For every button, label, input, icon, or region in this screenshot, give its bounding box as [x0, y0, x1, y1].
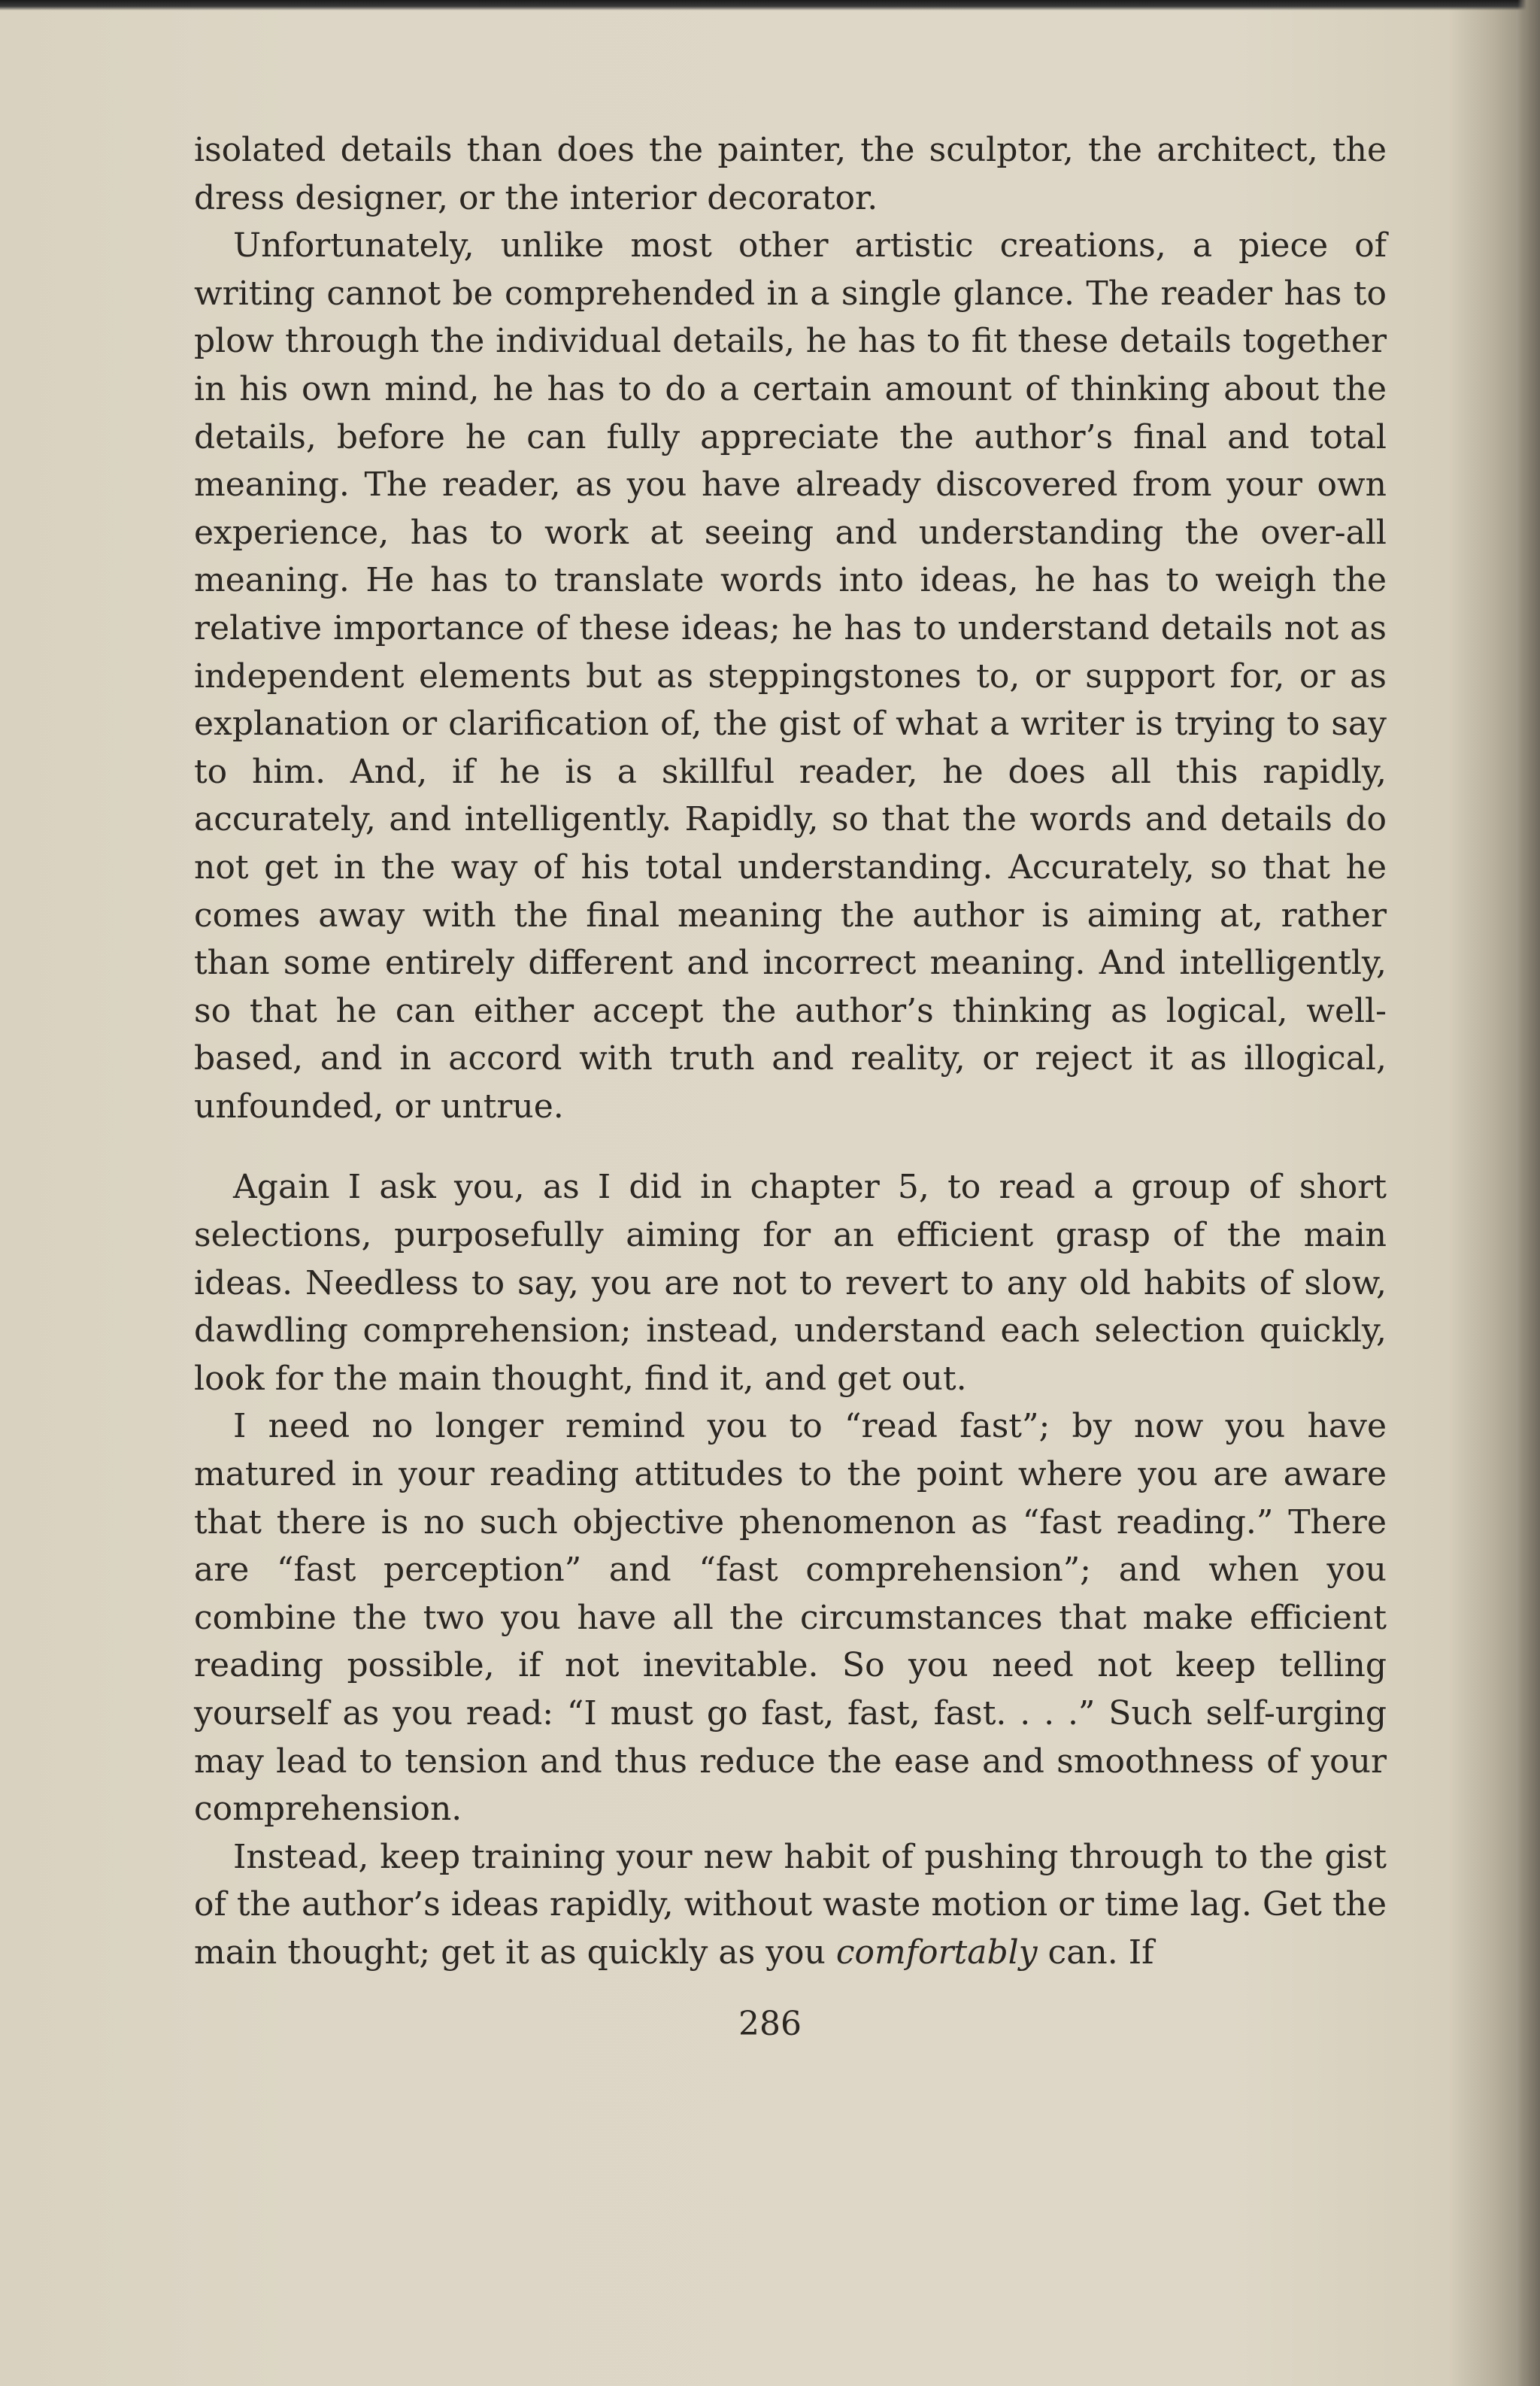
page-number: 286: [738, 2005, 802, 2043]
paragraph: [194, 1833, 1387, 1977]
paragraph-text: Instead, keep training your new habit of pushing through to the gist of the author’s ideas rapidly, without waste motion or time lag. Get the main thought; get it as quickly as you: [194, 1837, 1387, 1972]
paragraph: Again I ask you, as I did in chapter 5, to read a group of short selections, purposefully aiming for an efficient grasp of the main ideas. Needless to say, you are not to revert to any old habits of slow, dawdling comprehension; instead, understand each selection quickly, look for the main thought, find it, and get out.: [194, 1168, 1387, 1398]
body-text: [194, 126, 1387, 1977]
emphasized-word: comfortably: [835, 1933, 1038, 1972]
paragraph-continued: isolated details than does the painter, the sculptor, the architect, the dress designer, or the interior decorator.: [194, 131, 1387, 217]
paragraph: Unfortunately, unlike most other artistic creations, a piece of writing cannot be comprehended in a single glance. The reader has to plow through the individual details, he has to fit these details together in his own mind, he has to do a certain amount of thinking about the details, before he can fully appreciate the author’s final and total meaning. The reader, as you have already discovered from your own experience, has to work at seeing and understanding the over-all meaning. He has to translate words into ideas, he has to weigh the relative importance of these ideas; he has to understand details not as independent elements but as steppingstones to, or support for, or as explanation or clarification of, the gist of what a writer is trying to say to him. And, if he is a skillful reader, he does all this rapidly, accurately, and intelligently. Rapidly, so that the words and details do not get in the way of his total understanding. Accurately, so that he comes away with the final meaning the author is aiming at, rather than some entirely different and incorrect meaning. And intelligently, so that he can either accept the author’s thinking as logical, well-based, and in accord with truth and reality, or reject it as illogical, unfounded, or untrue.: [194, 226, 1387, 1126]
paragraph: I need no longer remind you to “read fast”; by now you have matured in your reading attitudes to the point where you are aware that there is no such objective phenomenon as “fast reading.” There are “fast perception” and “fast comprehension”; and when you combine the two you have all the circumstances that make efficient reading possible, if not inevitable. So you need not keep telling yourself as you read: “I must go fast, fast, fast. . . .” Such self-urging may lead to tension and thus reduce the ease and smoothness of your comprehension.: [194, 1407, 1387, 1829]
scan-top-edge: [0, 0, 1540, 11]
paragraph-text: can. If: [1037, 1933, 1154, 1972]
